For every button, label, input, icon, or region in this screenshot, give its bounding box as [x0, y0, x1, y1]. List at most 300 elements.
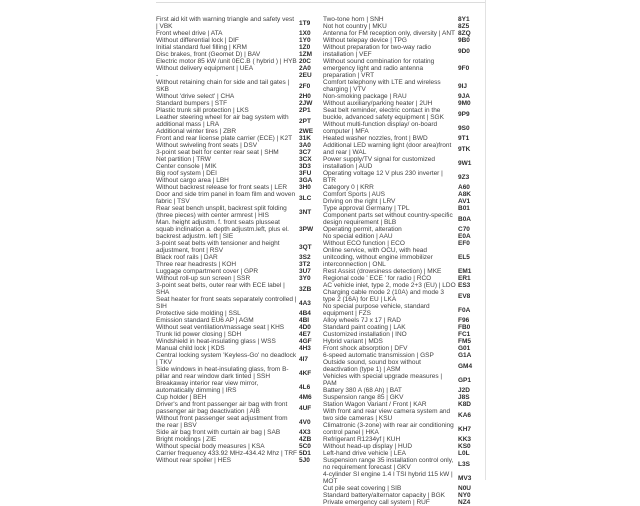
equipment-code: 31K — [299, 135, 311, 142]
equipment-code: 9B0 — [458, 37, 470, 44]
equipment-description: Power supply/TV signal for customized installation | AUD — [323, 156, 435, 170]
equipment-description: Additional winter tires | ZBR — [156, 128, 237, 135]
equipment-row — [156, 128, 319, 135]
equipment-code: 4V0 — [299, 418, 311, 426]
equipment-code: 3T2 — [299, 261, 311, 268]
equipment-row — [156, 156, 319, 163]
equipment-code: L3S — [458, 460, 470, 468]
equipment-row — [156, 135, 319, 142]
equipment-description: Rear seat bench unsplit, backrest split folding (three pieces) with center armrest | HIS — [156, 205, 287, 219]
equipment-code: J2D — [458, 387, 470, 394]
equipment-description: Refrigerant R1234yf | KUH — [323, 436, 401, 443]
equipment-row — [156, 296, 319, 310]
equipment-code: K8D — [458, 401, 472, 408]
equipment-description: Standard battery/alternator capacity | BGK — [323, 492, 446, 499]
equipment-code: 3PW — [299, 226, 314, 233]
equipment-row — [156, 142, 319, 149]
equipment-description: Disc brakes, front (Geomet D) | BAV — [156, 51, 261, 58]
equipment-description: Additional LED warning light (door area)front and rear | WAL — [323, 142, 452, 156]
equipment-row — [156, 331, 319, 338]
equipment-codes-table — [156, 2, 486, 506]
equipment-row — [156, 184, 319, 191]
equipment-code: 3U7 — [299, 268, 311, 275]
equipment-row — [323, 58, 486, 79]
equipment-code: L0L — [458, 450, 470, 457]
equipment-code: FB0 — [458, 324, 471, 331]
equipment-row — [323, 471, 486, 485]
equipment-code: G1A — [458, 352, 472, 359]
equipment-row — [323, 450, 486, 457]
equipment-row — [323, 247, 486, 268]
equipment-row — [156, 275, 319, 282]
equipment-description: 3-point seat belts, outer rear with ECE label | SHA — [156, 282, 285, 296]
equipment-description: Without auxiliary/parking heater | 2UH — [323, 100, 433, 107]
equipment-row — [323, 121, 486, 135]
equipment-description: Alloy wheels 7J x 17 | RAD — [323, 317, 401, 324]
equipment-code: EL5 — [458, 254, 470, 261]
equipment-row — [323, 233, 486, 240]
equipment-description: Regional code ' ECE ' for radio | RCO — [323, 275, 432, 282]
table-right-border — [485, 0, 486, 480]
equipment-code: ER1 — [458, 275, 471, 282]
equipment-description: Electric motor 85 kW /unit 0EC.B ( hybrid ) | HYB — [156, 58, 297, 65]
equipment-description: 6-speed automatic transmission | GSP — [323, 352, 434, 359]
equipment-row — [156, 51, 319, 58]
equipment-code: 4X3 — [299, 429, 311, 436]
equipment-code: F0A — [458, 306, 471, 314]
equipment-row — [323, 331, 486, 338]
equipment-row — [156, 415, 319, 429]
equipment-row — [323, 436, 486, 443]
equipment-row — [156, 16, 319, 30]
equipment-row — [156, 394, 319, 401]
equipment-description: Without swiveling front seats | DSV — [156, 142, 258, 149]
equipment-row — [323, 282, 486, 289]
equipment-row — [323, 37, 486, 44]
equipment-row — [156, 450, 319, 457]
equipment-row — [323, 198, 486, 205]
equipment-row — [156, 317, 319, 324]
equipment-code: 1T9 — [299, 19, 311, 27]
equipment-description: Without telepay device | TPG — [323, 37, 407, 44]
equipment-row — [156, 352, 319, 366]
equipment-code: EM1 — [458, 268, 472, 275]
equipment-code: GP1 — [458, 376, 472, 384]
equipment-row — [323, 135, 486, 142]
equipment-description: Without 'drive select' | CHA — [156, 93, 235, 100]
equipment-row — [323, 457, 486, 471]
equipment-code: N0U — [458, 485, 472, 492]
equipment-description: Breakaway interior rear view mirror, automatically dimming | IRS — [156, 380, 259, 394]
equipment-description: Climatronic (3-zone) with rear air conditioning control panel | HKA — [323, 422, 454, 436]
equipment-row — [156, 310, 319, 317]
equipment-row — [156, 338, 319, 345]
equipment-row — [323, 345, 486, 352]
equipment-row — [156, 254, 319, 261]
equipment-description: Without retaining chain for side and tail gates | SKB — [156, 79, 290, 93]
equipment-row — [323, 100, 486, 107]
equipment-description: Operating permit, alteration — [323, 226, 402, 233]
equipment-code: KH7 — [458, 425, 472, 433]
equipment-code: 3QT — [299, 243, 312, 251]
equipment-description: Operating voltage 12 V plus 230 inverter | BTR — [323, 170, 443, 184]
equipment-row — [323, 338, 486, 345]
equipment-row — [156, 205, 319, 219]
equipment-code: 4KF — [299, 369, 312, 377]
equipment-description: Private emergency call system | RUF — [323, 499, 430, 506]
equipment-code: 1ZM — [299, 51, 312, 58]
equipment-code: ES3 — [458, 282, 471, 289]
equipment-row — [323, 275, 486, 282]
equipment-description: Without ECO function | ECO — [323, 240, 405, 247]
equipment-row — [156, 324, 319, 331]
equipment-code: 3S2 — [299, 254, 311, 261]
equipment-row — [323, 184, 486, 191]
equipment-description: No special edition | AAU — [323, 233, 393, 240]
equipment-code: 4GF — [299, 338, 312, 345]
equipment-description: Manual child lock | KDS — [156, 345, 225, 352]
equipment-code: 3ZB — [299, 285, 312, 293]
equipment-row — [323, 422, 486, 436]
equipment-row — [323, 443, 486, 450]
equipment-description: Side air bag front with curtain air bag | SAB — [156, 429, 281, 436]
equipment-description: 3-point seat belts with tensioner and height adjustment, front | RSV — [156, 240, 280, 254]
equipment-description: Hybrid variant | MDS — [323, 338, 383, 345]
equipment-row — [156, 30, 319, 37]
equipment-description: Door and side trim panel in foam film and woven fabric | TSV — [156, 191, 296, 205]
equipment-row — [323, 93, 486, 100]
equipment-row — [156, 170, 319, 177]
equipment-description: Without differential lock | DIF — [156, 37, 239, 44]
equipment-description: First aid kit with warning triangle and safety vest | VBK — [156, 16, 295, 30]
equipment-row — [156, 100, 319, 107]
equipment-code: A60 — [458, 184, 470, 191]
equipment-code: 5J0 — [299, 457, 310, 464]
equipment-code: 3LC — [299, 194, 312, 202]
equipment-row — [156, 429, 319, 436]
equipment-column-left — [156, 16, 319, 506]
equipment-description: Suspension range 85 | GKV — [323, 394, 404, 401]
equipment-code: FC1 — [458, 331, 471, 338]
equipment-row — [156, 261, 319, 268]
equipment-code: 4H3 — [299, 345, 311, 352]
equipment-code: 4I7 — [299, 355, 309, 363]
equipment-row — [156, 191, 319, 205]
equipment-code: G01 — [458, 345, 471, 352]
equipment-row — [323, 485, 486, 492]
equipment-description: Net partition | TRW — [156, 156, 211, 163]
equipment-code: EF0 — [458, 240, 470, 247]
equipment-description: Without multi-function display/ on-board computer | MFA — [323, 121, 438, 135]
equipment-description: Charging cable mode 2 (10A) and mode 3 type 2 (16A) for EU | LKA — [323, 289, 445, 303]
equipment-row — [323, 156, 486, 170]
equipment-row — [323, 30, 486, 37]
equipment-row — [323, 317, 486, 324]
equipment-code: 1Y0 — [299, 37, 311, 44]
equipment-description: Online service, with OCU, with head unitcoding, without engine immobilizer interconnection | ONL — [323, 247, 433, 268]
equipment-row — [156, 268, 319, 275]
equipment-row — [156, 114, 319, 128]
equipment-row — [323, 240, 486, 247]
equipment-code: GM4 — [458, 362, 473, 370]
equipment-description: Antenna for FM reception only, diversity | ANT — [323, 30, 455, 37]
equipment-row — [156, 79, 319, 93]
equipment-description: Luggage compartment cover | GPR — [156, 268, 259, 275]
equipment-code: 4BI — [299, 317, 310, 324]
equipment-row — [156, 72, 319, 79]
equipment-description: Seat belt reminder, electric contact in the buckle, advanced safety equipment | SGK — [323, 107, 444, 121]
equipment-row — [323, 205, 486, 212]
equipment-code: 2A0 — [299, 65, 311, 72]
equipment-description: 4-cylinder SI engine 1.4 l TSI hybrid 115 kW | MOT — [323, 471, 453, 485]
equipment-code: 3C7 — [299, 149, 311, 156]
equipment-code: 3FU — [299, 170, 312, 177]
equipment-row — [156, 282, 319, 296]
equipment-code: AV1 — [458, 198, 471, 205]
equipment-code: 4ZB — [299, 436, 312, 443]
equipment-row — [323, 352, 486, 359]
equipment-row — [323, 373, 486, 387]
equipment-description: Three rear headrests | KOH — [156, 261, 237, 268]
equipment-description: Without head-up display | HUD — [323, 443, 413, 450]
equipment-description: Customized installation | INO — [323, 331, 407, 338]
equipment-row — [323, 79, 486, 93]
equipment-code: 8ZQ — [458, 30, 471, 37]
equipment-code: 2WE — [299, 128, 314, 135]
equipment-row — [323, 226, 486, 233]
equipment-description: Black roof rails | DAR — [156, 254, 218, 261]
equipment-row — [156, 345, 319, 352]
equipment-code: 8Z5 — [458, 23, 470, 30]
equipment-description: Without seat ventilation/massage seat | KHS — [156, 324, 285, 331]
equipment-description: Cup holder | BEH — [156, 394, 207, 401]
equipment-description: Plastic trunk sill protection | LKS — [156, 107, 249, 114]
equipment-row — [156, 240, 319, 254]
equipment-code: F96 — [458, 317, 470, 324]
equipment-row — [156, 436, 319, 443]
equipment-description: Man. height adjustm. f. front seats plusseat squab inclination a. depth adjustm.left, plus el. backrest adjustm. left | SIE — [156, 219, 289, 240]
equipment-description: 3-point seat belt for center rear seat | SHM — [156, 149, 279, 156]
equipment-code: J8S — [458, 394, 470, 401]
equipment-description: Bright moldings | ZIE — [156, 436, 217, 443]
equipment-code: KA6 — [458, 411, 472, 419]
equipment-description: Without cargo area | LBH — [156, 177, 229, 184]
equipment-code: 9P9 — [458, 110, 470, 118]
equipment-description: Center console | MIK — [156, 163, 217, 170]
equipment-code: 4L6 — [299, 383, 311, 391]
equipment-description: Suspension range 35 installation control only, no requirement forecast | GKV — [323, 457, 454, 471]
equipment-description: Two-tone horn | SNH — [323, 16, 384, 23]
equipment-code: 5D1 — [299, 450, 311, 457]
equipment-description: AC vehicle inlet, type 2, mode 2+3 (EU) | LDO — [323, 282, 456, 289]
equipment-description: Vehicles with special upgrade measures | PAM — [323, 373, 443, 387]
equipment-column-right — [323, 16, 486, 506]
equipment-code: 20C — [299, 58, 311, 65]
equipment-code: B0A — [458, 215, 472, 223]
equipment-description: Standard bumpers | STF — [156, 100, 228, 107]
equipment-description: Central locking system 'Keyless-Go' no deadlock | TKV — [156, 352, 297, 366]
equipment-description: Leather steering wheel for air bag system with additional mass | LRA — [156, 114, 289, 128]
equipment-code: 9F0 — [458, 65, 470, 72]
equipment-code: 3GA — [299, 177, 313, 184]
equipment-code: A8K — [458, 191, 472, 198]
equipment-row — [156, 65, 319, 72]
equipment-description: Front and rear license plate carrier (ECE) | K2T — [156, 135, 293, 142]
equipment-row — [323, 303, 486, 317]
equipment-description: Front wheel drive | ATA — [156, 30, 223, 37]
equipment-row — [156, 401, 319, 415]
equipment-code: B01 — [458, 205, 470, 212]
equipment-code: 4A3 — [299, 299, 311, 307]
equipment-code: 3D3 — [299, 163, 311, 170]
equipment-code: MV3 — [458, 474, 472, 482]
equipment-code: 9T1 — [458, 135, 470, 142]
equipment-row — [156, 44, 319, 51]
equipment-row — [323, 191, 486, 198]
equipment-row — [323, 359, 486, 373]
equipment-description: Without sound combination for rotating emergency light and radio antenna preparation | VRT — [323, 58, 435, 79]
equipment-description: Without roll-up sun screen | SSR — [156, 275, 251, 282]
equipment-row — [323, 16, 486, 23]
equipment-description: Standard paint coating | LAK — [323, 324, 406, 331]
equipment-description: Battery 380 A (68 Ah) | BAT — [323, 387, 402, 394]
equipment-description: Side windows in heat-insulating glass, from B-pillar and rear window dark tinted | SSH — [156, 366, 289, 380]
equipment-code: 5C0 — [299, 443, 311, 450]
equipment-description: Left-hand drive vehicle | LEA — [323, 450, 406, 457]
equipment-code: 9TK — [458, 145, 471, 153]
equipment-row — [323, 268, 486, 275]
equipment-description: Protective side molding | SSL — [156, 310, 241, 317]
equipment-code: 3CX — [299, 156, 312, 163]
equipment-row — [323, 499, 486, 506]
equipment-code: NY0 — [458, 492, 471, 499]
equipment-code: 9JA — [458, 93, 470, 100]
equipment-description: Not hot country | MKU — [323, 23, 387, 30]
equipment-row — [156, 37, 319, 44]
equipment-row — [156, 219, 319, 240]
equipment-row — [156, 93, 319, 100]
equipment-row — [323, 492, 486, 499]
equipment-code: 2JW — [299, 100, 313, 107]
equipment-row — [323, 394, 486, 401]
equipment-code: NZ4 — [458, 499, 471, 506]
equipment-code: 8Y1 — [458, 16, 470, 23]
equipment-code: 9S0 — [458, 124, 470, 132]
equipment-row — [156, 443, 319, 450]
equipment-code: 1Z0 — [299, 44, 311, 51]
equipment-row — [323, 408, 486, 422]
equipment-code: 3NT — [299, 208, 312, 216]
equipment-description: Comfort telephony with LTE and wireless charging | VTV — [323, 79, 441, 93]
equipment-description: Rest Assist (drowsiness detection) | MKE — [323, 268, 442, 275]
equipment-row — [156, 366, 319, 380]
equipment-code: 9M0 — [458, 100, 471, 107]
equipment-description: Comfort Sports | AUS — [323, 191, 386, 198]
equipment-description: Without backrest release for front seats | LER — [156, 184, 288, 191]
equipment-code: 2EU — [299, 72, 312, 79]
equipment-description: Component parts set without country-specific design requirement | BLB — [323, 212, 453, 226]
equipment-row — [323, 142, 486, 156]
equipment-row — [323, 387, 486, 394]
equipment-row — [323, 289, 486, 303]
equipment-description: Type approval Germany | TPL — [323, 205, 410, 212]
equipment-row — [156, 58, 319, 65]
equipment-code: 2PT — [299, 117, 311, 125]
equipment-row — [323, 324, 486, 331]
equipment-row — [323, 212, 486, 226]
equipment-description: Seat heater for front seats separately controlled | SIH — [156, 296, 297, 310]
equipment-code: E0A — [458, 233, 471, 240]
equipment-code: 2H0 — [299, 93, 311, 100]
equipment-description: Driver's and front passenger air bag with front passenger air bag deactivation | AIB — [156, 401, 288, 415]
equipment-code: 4D0 — [299, 324, 311, 331]
equipment-row — [323, 107, 486, 121]
equipment-code: KS0 — [458, 443, 471, 450]
equipment-description: Front shock absorption | DFV — [323, 345, 408, 352]
equipment-description: Non-smoking package | RAU — [323, 93, 407, 100]
equipment-row — [323, 23, 486, 30]
equipment-description: Trunk lid power closing | SDH — [156, 331, 242, 338]
equipment-code: KK3 — [458, 436, 472, 443]
equipment-description: Big roof system | DEI — [156, 170, 217, 177]
equipment-code: C70 — [458, 226, 470, 233]
equipment-description: Heated washer nozzles, front | BWD — [323, 135, 428, 142]
equipment-code: 2P1 — [299, 107, 311, 114]
equipment-code: 9D0 — [458, 47, 470, 55]
equipment-description: Cut pile seat covering | SIB — [323, 485, 402, 492]
equipment-row — [323, 44, 486, 58]
equipment-description: Without preparation for two-way radio installation | VEF — [323, 44, 432, 58]
equipment-description: Without rear spoiler | HES — [156, 457, 232, 464]
equipment-code: 3A0 — [299, 142, 311, 149]
equipment-code: 9Z3 — [458, 173, 470, 181]
equipment-description: Category 0 | KRR — [323, 184, 374, 191]
equipment-code: 3H0 — [299, 184, 311, 191]
equipment-code: 9W1 — [458, 159, 472, 167]
equipment-description: Windshield in heat-insulating glass | WSS — [156, 338, 276, 345]
equipment-row — [156, 107, 319, 114]
equipment-code: 9IJ — [458, 82, 468, 90]
equipment-description: Without special body measures | KSA — [156, 443, 265, 450]
equipment-description: With front and rear view camera system and two side cameras | KSU — [323, 408, 451, 422]
equipment-code: 4E7 — [299, 331, 311, 338]
equipment-row — [156, 380, 319, 394]
equipment-description: Without front passenger seat adjustment from the rear | BSV — [156, 415, 288, 429]
equipment-code: 1X0 — [299, 30, 311, 37]
equipment-description: Without delivery equipment | UEA — [156, 65, 254, 72]
equipment-row — [323, 401, 486, 408]
equipment-code: 4UF — [299, 404, 312, 412]
equipment-description: Carrier frequency 433.92 MHz-434.42 Mhz | TRF — [156, 450, 298, 457]
equipment-code: EV8 — [458, 292, 471, 300]
equipment-row — [156, 163, 319, 170]
equipment-description: - — [156, 72, 159, 79]
equipment-row — [156, 457, 319, 464]
equipment-description: Station Wagon Variant / Front | KAR — [323, 401, 427, 408]
equipment-description: Emission standard EU6 AP | AGM — [156, 317, 254, 324]
equipment-row — [156, 149, 319, 156]
equipment-description: Driving on the right | LRV — [323, 198, 396, 205]
equipment-description: No special purpose vehicle, standard equipment | FZS — [323, 303, 430, 317]
equipment-code: 4B4 — [299, 310, 311, 317]
equipment-code: 4M6 — [299, 394, 312, 401]
equipment-row — [323, 170, 486, 184]
equipment-code: FM5 — [458, 338, 471, 345]
equipment-code: 2F0 — [299, 82, 311, 90]
equipment-description: Initial standard fuel filling | KRM — [156, 44, 247, 51]
equipment-row — [156, 177, 319, 184]
equipment-code: 3Y0 — [299, 275, 311, 282]
